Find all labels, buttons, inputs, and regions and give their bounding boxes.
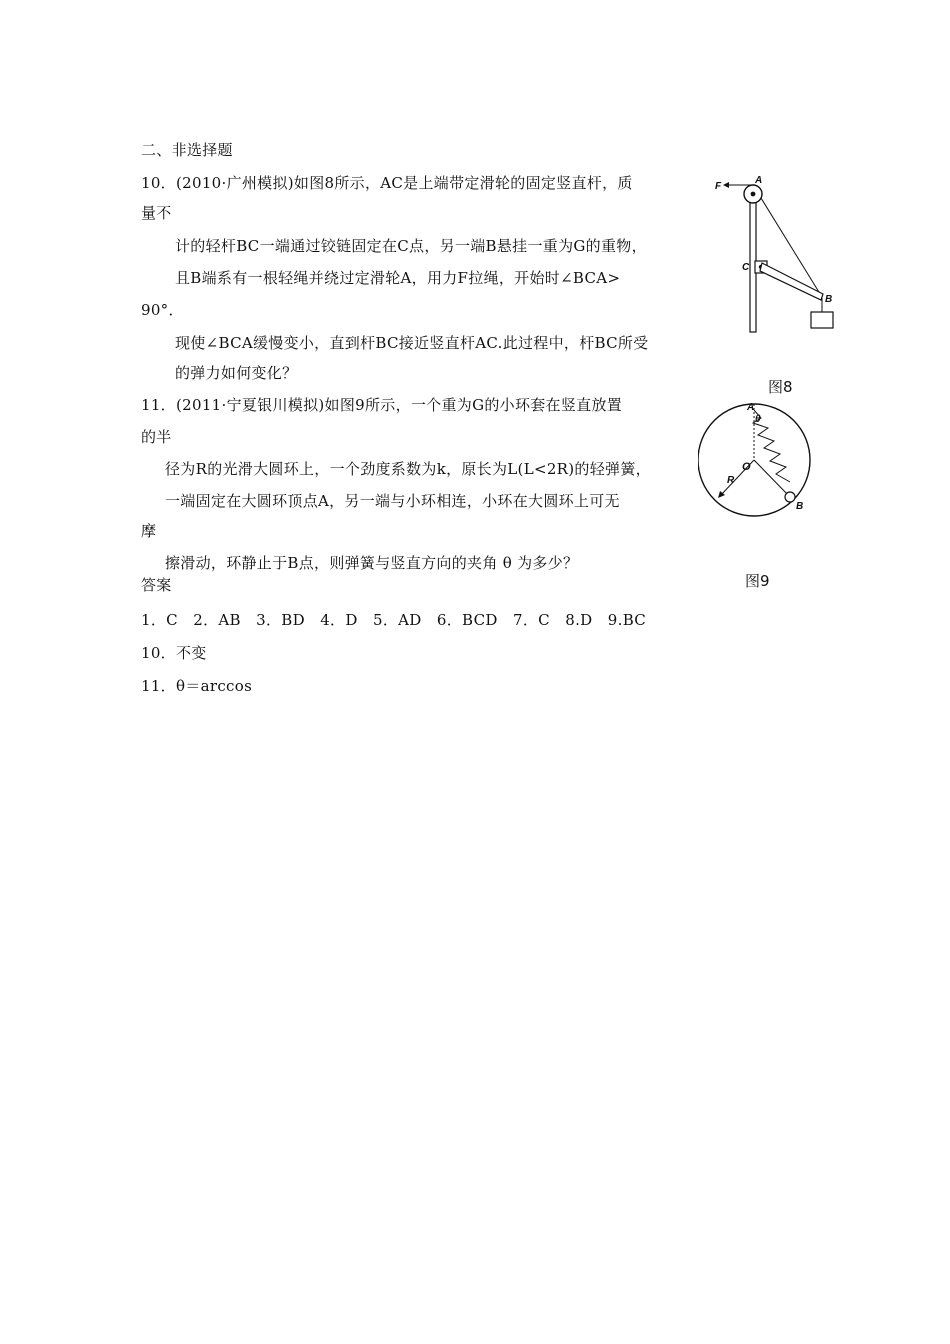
answers-mc: 1．C 2．AB 3．BD 4．D 5．AD 6．BCD 7．C 8.D 9.BC — [141, 611, 647, 629]
fig8-label-C: C — [742, 262, 750, 273]
fig8-label-B: B — [825, 294, 833, 305]
answers-heading: 答案 — [141, 576, 172, 594]
q11-line-3: 径为R的光滑大圆环上，一个劲度系数为k，原长为L(L<2R)的轻弹簧， — [165, 460, 651, 478]
q11-line-6: 擦滑动，环静止于B点，则弹簧与竖直方向的夹角 θ 为多少？ — [165, 554, 579, 572]
figure-9-caption: 图9 — [745, 572, 770, 590]
answer-10: 10．不变 — [141, 644, 207, 662]
fig9-label-O: O — [742, 461, 751, 473]
q11-line-1: 11．(2011·宁夏银川模拟)如图9所示，一个重为G的小环套在竖直放置 — [141, 396, 623, 414]
fig9-label-R: R — [727, 475, 735, 486]
q11-line-2: 的半 — [141, 428, 172, 446]
fig9-label-theta: θ — [755, 414, 761, 425]
q10-line-7: 的弹力如何变化？ — [175, 364, 298, 382]
fig8-label-F: F — [715, 181, 722, 192]
figure-9-diagram — [698, 400, 818, 520]
answer-11: 11．θ＝arccos — [141, 677, 253, 695]
figure-8-diagram — [705, 170, 845, 340]
q10-line-1: 10．(2010·广州模拟)如图8所示，AC是上端带定滑轮的固定竖直杆，质 — [141, 174, 633, 192]
q10-line-3: 计的轻杆BC一端通过铰链固定在C点，另一端B悬挂一重为G的重物， — [175, 237, 647, 255]
q10-line-5: 90°． — [141, 301, 184, 319]
fig9-label-A: A — [747, 402, 755, 413]
q11-line-4: 一端固定在大圆环顶点A，另一端与小环相连，小环在大圆环上可无 — [165, 492, 620, 510]
q10-line-2: 量不 — [141, 204, 172, 222]
section-heading: 二、非选择题 — [141, 141, 233, 159]
fig8-label-A: A — [755, 175, 763, 186]
fig9-label-B: B — [796, 501, 804, 512]
q10-line-6: 现使∠BCA缓慢变小，直到杆BC接近竖直杆AC.此过程中，杆BC所受 — [175, 334, 649, 352]
q11-line-5: 摩 — [141, 522, 157, 540]
figure-8-caption: 图8 — [768, 378, 793, 396]
q10-line-4: 且B端系有一根轻绳并绕过定滑轮A，用力F拉绳，开始时∠BCA> — [175, 269, 621, 287]
